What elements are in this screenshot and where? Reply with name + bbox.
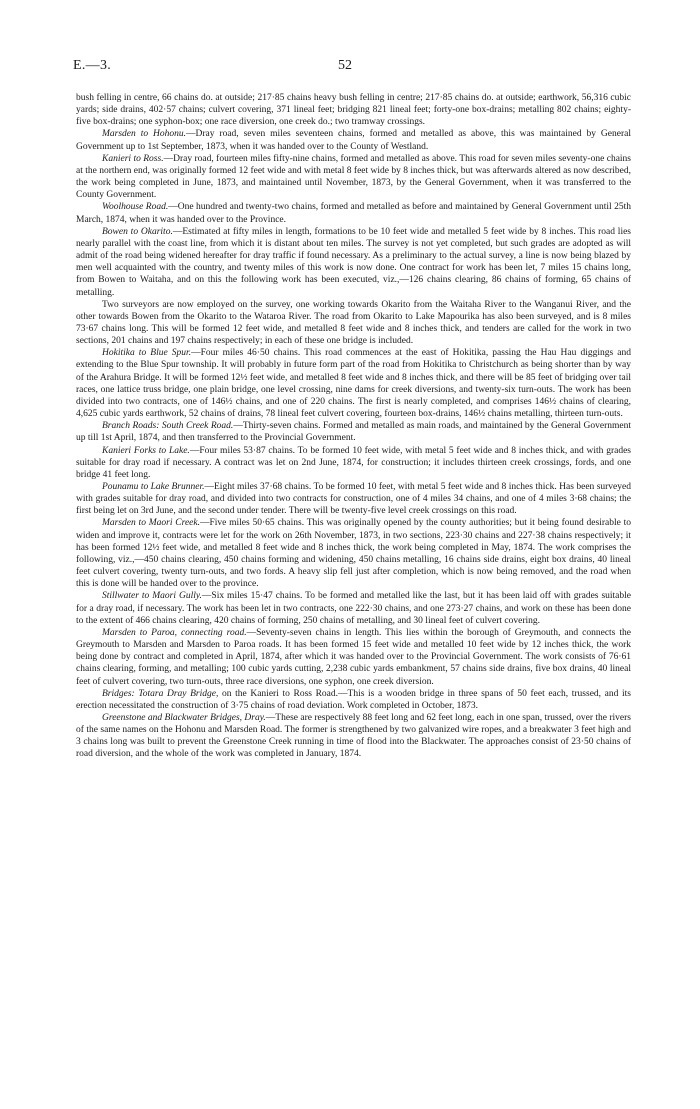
paragraph-greenstone-blackwater — [76, 712, 631, 761]
paragraph-text: —Four miles 46·50 chains. This road commences at the east of Hokitika, passing the Hau Hau diggings and extending to the Blue Spur township. It will probably in future form part of the road from Hokitika to Christchurch as being shorter than by way of the Arahura Bridge. It will be formed 12½ feet wide, and metalled 8 feet wide and 8 inches thick, and there will be 85 feet of bridging over tail races, one lattice truss bridge, one plain bridge, one level crossing, nine dams for creek diversions, and twenty-six turn-outs. The work has been divided into two contracts, one of 146½ chains, and one of 220 chains. The first is nearly completed, and comprises 146½ chains of clearing, 4,625 cubic yards earthwork, 52 chains of drains, 78 lineal feet culvert covering, fourteen box-drains, 146½ chains metalling, thirteen turn-outs. — [76, 348, 631, 420]
page-header — [73, 58, 628, 76]
paragraph-heading: Kanieri Forks to Lake. — [102, 445, 190, 456]
paragraph-heading: Marsden to Maori Creek. — [102, 518, 200, 529]
paragraph-text: on the Kanieri to Ross Road.—This is a wooden bridge in three spans of 50 feet each, trussed, and its erection necessitated the construction of 3·75 chains of road deviation. Work completed in October, 1873. — [76, 688, 631, 711]
paragraph-text: —These are respectively 88 feet long and 62 feet long, each in one span, trussed, over the rivers of the same names on the Hohonu and Marsden Road. The former is strengthened by two galvanized wire ropes, and a breakwater 3 feet high and 3 chains long was built to prevent the Greenstone Creek running in time of flood into the Blackwater. The approaches consist of 23·50 chains of road diversion, and the whole of the work was completed in January, 1874. — [76, 712, 632, 760]
paragraph-bowen-okarito — [76, 226, 631, 299]
paragraph-text: bush felling in centre, 66 chains do. at outside; 217·85 chains heavy bush felling in centre; 217·85 chains do. at outside; earthwork, 56,316 cubic yards; side drains, 402·57 chains; culvert covering, 371 lineal feet; bridging 821 lineal feet; forty-one box-drains; metalling 802 chains; eighty-five box-drains; one syphon-box; one race diversion, one creek do.; two tramway crossings. — [76, 93, 631, 128]
paragraph-stillwater-maori-gully — [76, 590, 631, 626]
paragraph-text: —Eight miles 37·68 chains. To be formed 10 feet, with metal 5 feet wide and 8 inches thick. Has been surveyed with grades suitable for dray road, and divided into two contracts for construction, one of 4 miles 34 chains, and one of 4 miles 3·68 chains; the first being let on 3rd June, and the second under tender. There will be twenty-five level creek crossings on this road. — [76, 482, 631, 517]
paragraph-kanieri-forks — [76, 445, 631, 481]
paragraph-text: —Five miles 50·65 chains. This was originally opened by the county authorities; but it being found desirable to widen and improve it, contracts were let for the work on 26th November, 1873, in two sections, 223·30 chains and 227·38 chains respectively; it has been formed 12½ feet wide, and metalled 8 feet wide and 8 inches thick, the work being completed in May, 1874. The work comprises the following, viz.,—450 chains clearing, 450 chains forming and widening, 450 chains metalling, 16 chains side drains, eight box drains, 40 lineal feet culvert covering, twenty turn-outs, and two fords. A heavy slip fell just after completion, which is now being removed, and the road when this is done will be handed over to the province. — [76, 518, 631, 590]
paragraph-text: —Four miles 53·87 chains. To be formed 10 feet wide, with metal 5 feet wide and 8 inches thick, and with grades suitable for dray road if necessary. A contract was let on 2nd June, 1874, for construction; it includes thirteen creek crossings, fords, and one bridge 41 feet long. — [76, 445, 631, 480]
paragraph-text: Two surveyors are now employed on the survey, one working towards Okarito from the Waitaha River to the Wanganui River, and the other towards Bowen from the Okarito to the Wataroa River. The road from Okarito to Lake Mapourika has also been surveyed, and is 8 miles 73·67 chains long. This will be formed 12 feet wide, and metalled 8 feet wide and 8 inches thick, and tenders are called for the work in two sections, 201 chains and 197 chains respectively; in each of these one bridge is included. — [76, 299, 631, 347]
page-number: 52 — [338, 58, 352, 73]
paragraph-text: —Dray road, fourteen miles fifty-nine chains, formed and metalled as above. This road for seven miles seventy-one chains at the northern end, was originally formed 12 feet wide and with metal 8 feet wide by 8 inches thick, but was afterwards altered as now described, the work being completed in June, 1873, and maintained until November, 1873, by the General Government, when it was transferred to the County Government. — [76, 153, 631, 201]
paragraph-hokitika-blue-spur — [76, 347, 631, 420]
paragraph-pounamu-lake-brunner — [76, 481, 631, 517]
paragraph-heading: Branch Roads: South Creek Road. — [102, 421, 234, 432]
paragraph-heading: Woolhouse Road. — [102, 202, 169, 213]
paragraph-text: —Six miles 15·47 chains. To be formed and metalled like the last, but it has been laid off with grades suitable for a dray road, if necessary. The work has been let in two contracts, one 222·30 chains, and one 273·27 chains, and work on these has been done to the extent of 466 chains clearing, 420 chains of forming, 250 chains of metalling, and 30 lineal feet of culvert covering. — [76, 591, 631, 626]
paragraph-heading: Hokitika to Blue Spur. — [102, 348, 192, 359]
paragraph-text: —Estimated at fifty miles in length, formations to be 10 feet wide and metalled 5 feet wide by 8 inches. This road lies nearly parallel with the coast line, from which it is distant about ten miles. The survey is not yet completed, but such grades are adopted as will admit of the road being widened hereafter for dray traffic if found necessary. As a preliminary to the actual survey, a line is now being blazed by men well acquainted with the country, and twenty miles of this work is now done. One contract for work has been let, 7 miles 15 chains long, from Bowen to Waitaha, and on this the following work has been executed, viz.,—126 chains clearing, 86 chains of forming, 65 chains of metalling. — [76, 226, 631, 298]
paragraph-kanieri-ross — [76, 153, 631, 202]
paragraph-text: —One hundred and twenty-two chains, formed and metalled as before and maintained by General Government until 25th March, 1874, when it was handed over to the Province. — [76, 202, 631, 225]
paragraph-totara-bridge — [76, 688, 631, 712]
paragraph-heading: Stillwater to Maori Gully. — [102, 591, 202, 602]
document-reference: E.—3. — [73, 58, 112, 73]
paragraph-heading: Greenstone and Blackwater Bridges, Dray. — [102, 712, 266, 723]
paragraph-marsden-maori-creek — [76, 517, 631, 590]
paragraph-text: —Dray road, seven miles seventeen chains, formed and metalled as above, this was maintained by General Government up to 1st September, 1873, when it was handed over to the County of Westland. — [76, 129, 631, 152]
paragraph-text: —Seventy-seven chains in length. This lies within the borough of Greymouth, and connects the Greymouth to Marsden and Marsden to Paroa roads. It has been formed 15 feet wide and metalled 10 feet wide by 12 inches thick, the work being done by contract and completed in April, 1874, after which it was handed over to the Provincial Government. The work consists of 76·61 chains clearing, forming, and metalling; 100 cubic yards cutting, 2,238 cubic yards embankment, 57 chains side drains, five box drains, 40 lineal feet of culvert covering, two turn-outs, three race diversions, one syphon, one creek diversion. — [76, 627, 631, 687]
paragraph-heading: Pounamu to Lake Brunner. — [102, 482, 205, 492]
paragraph-heading: Kanieri to Ross. — [102, 153, 164, 164]
paragraph-marsden-hohonu — [76, 128, 631, 152]
paragraph-heading: Marsden to Paroa, connecting road. — [102, 627, 247, 638]
paragraph-marsden-paroa — [76, 627, 631, 688]
paragraph-surveyors — [76, 299, 631, 348]
paragraph-woolhouse-road — [76, 201, 631, 225]
paragraph-continuation — [76, 92, 631, 128]
paragraph-heading: Bridges: Totara Dray Bridge, — [102, 688, 219, 699]
paragraph-text: —Thirty-seven chains. Formed and metalled as main roads, and maintained by the General Government up till 1st April, 1874, and then transferred to the Provincial Government. — [76, 421, 631, 444]
paragraph-branch-roads — [76, 420, 631, 444]
report-body — [76, 92, 631, 761]
paragraph-heading: Marsden to Hohonu. — [102, 129, 186, 140]
paragraph-heading: Bowen to Okarito. — [102, 226, 173, 237]
